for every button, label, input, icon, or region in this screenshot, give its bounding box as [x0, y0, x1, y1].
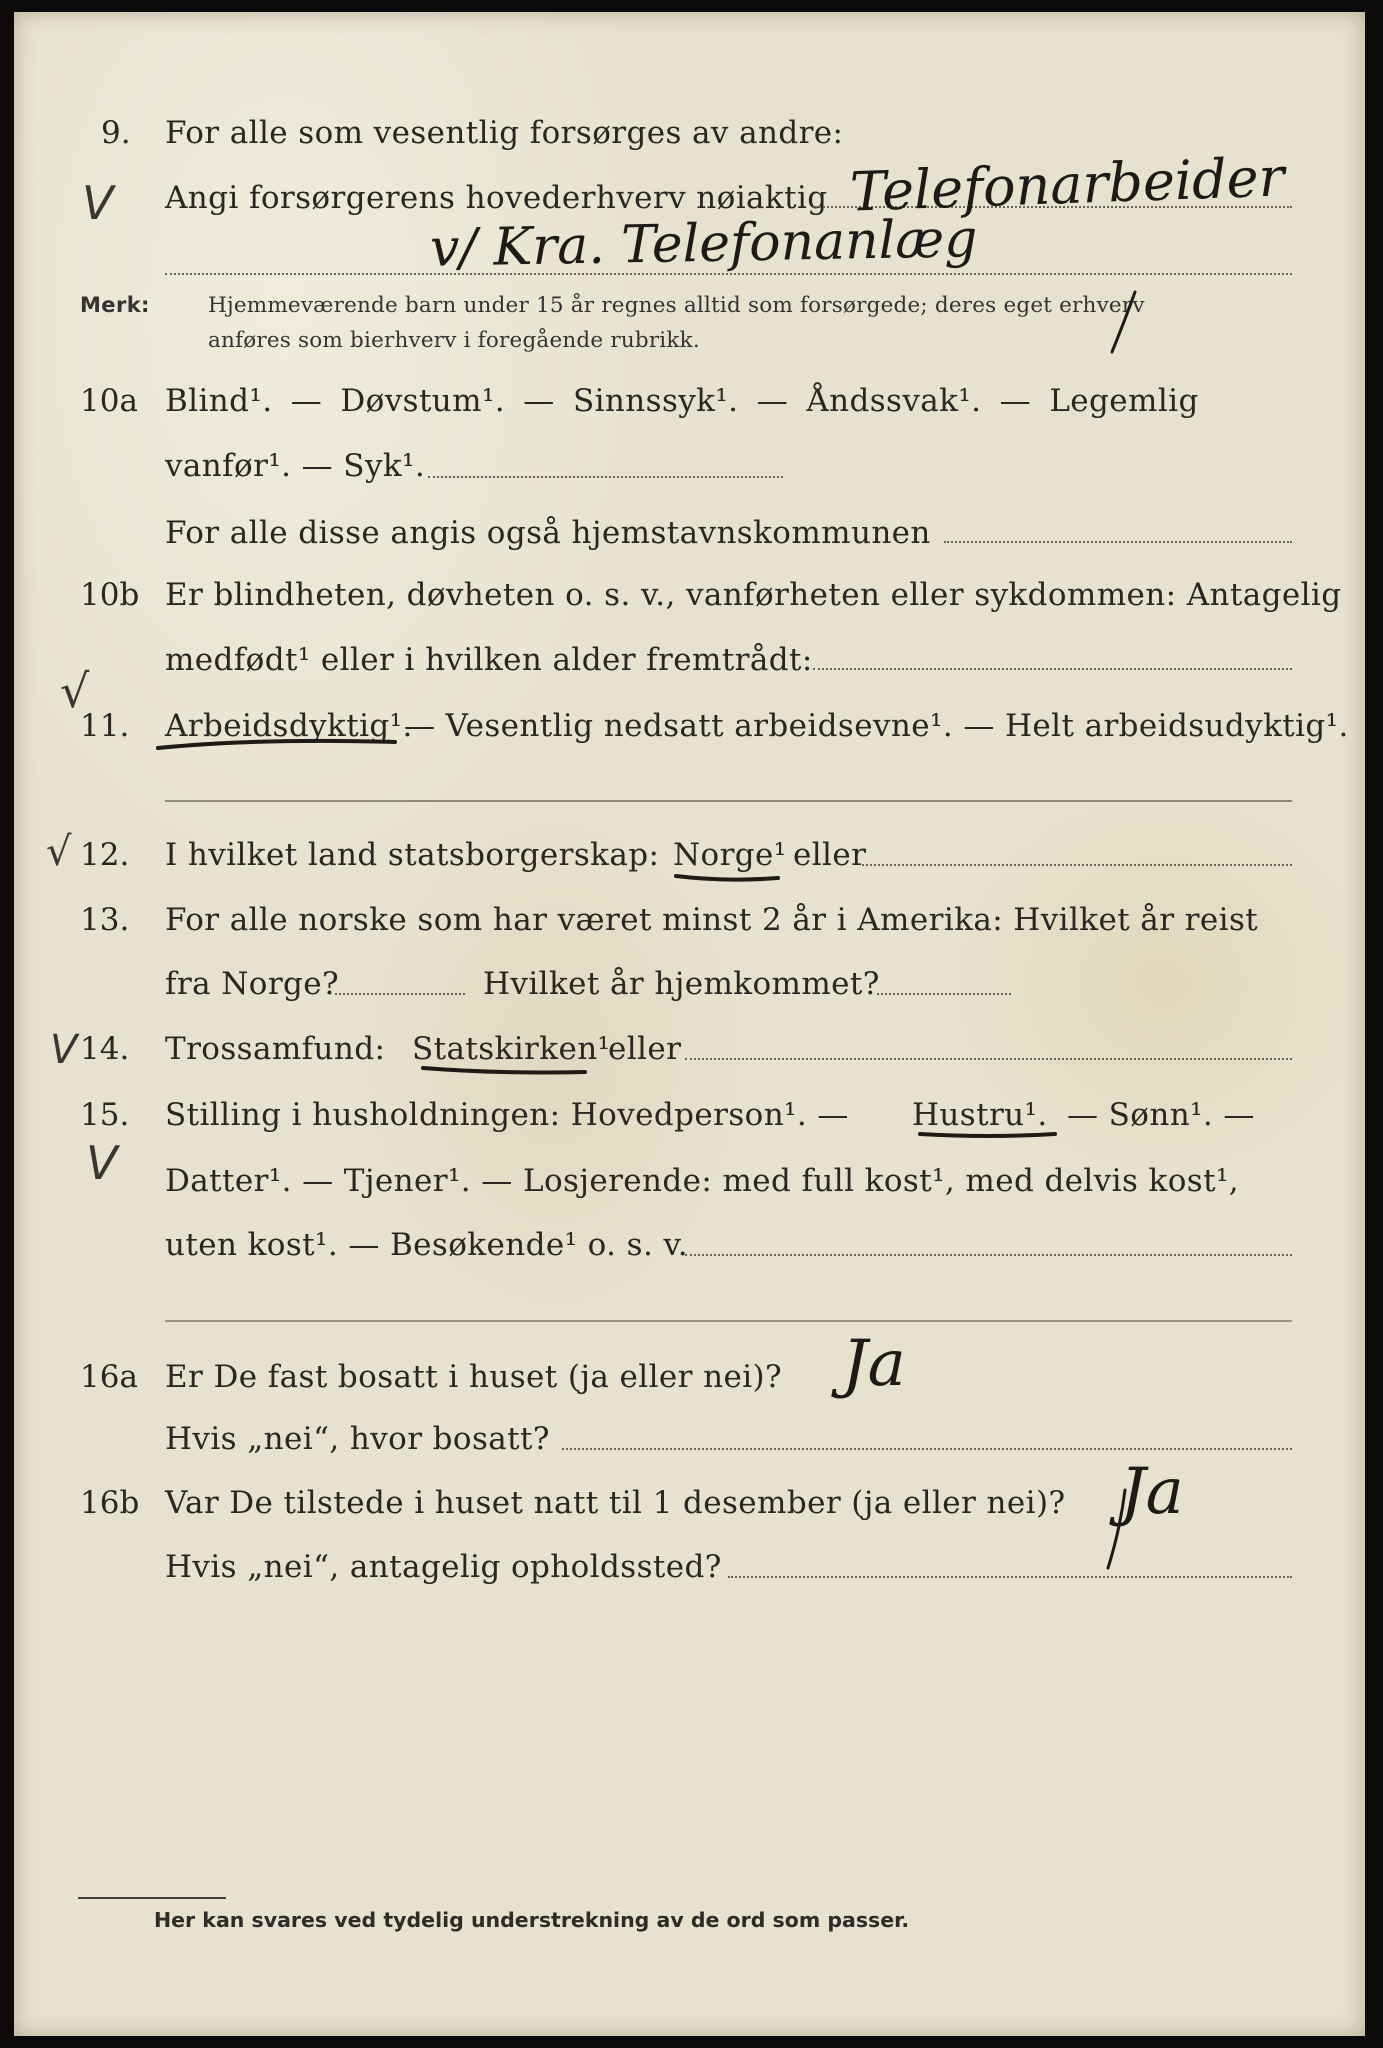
q16a-handwritten-answer: Ja [842, 1327, 906, 1401]
q16a-number: 16a [80, 1359, 138, 1395]
q9-line1: For alle som vesentlig forsørges av andre: [165, 115, 844, 151]
check-mark-q9: V [82, 176, 114, 230]
merk-line1: Hjemmeværende barn under 15 år regnes alltid som forsørgede; deres eget erhverv [208, 293, 1145, 318]
q15-line3: uten kost¹. — Besøkende¹ o. s. v. [165, 1227, 688, 1263]
q10b-line1: Er blindheten, døvheten o. s. v., vanførheten eller sykdommen: Antagelig [165, 577, 1342, 613]
q9-line2: Angi forsørgerens hovederhverv nøiaktig [165, 180, 828, 216]
q11-rest: — Vesentlig nedsatt arbeidsevne¹. — Helt arbeidsudyktig¹. [404, 708, 1349, 744]
q13-number: 13. [80, 902, 130, 938]
q13-hjemkommet-line [877, 993, 1011, 995]
q10a-number: 10a [80, 383, 138, 419]
q15-line1a: Stilling i husholdningen: Hovedperson¹. — [165, 1097, 849, 1133]
q11-rule [165, 800, 1292, 802]
q13-reist-line [335, 993, 465, 995]
q16b-handwritten-answer: Ja [1120, 1455, 1184, 1529]
q10a-answer-line [428, 476, 783, 478]
q15-line2: Datter¹. — Tjener¹. — Losjerende: med full kost¹, med delvis kost¹, [165, 1163, 1240, 1199]
q9-handwritten-answer1: Telefonarbeider [849, 145, 1286, 224]
q12-number: 12. [80, 837, 130, 873]
q12-answer-line [862, 864, 1292, 866]
footnote-rule [78, 1897, 226, 1899]
q12-option-norge: Norge¹ [673, 837, 787, 873]
q16a-line2: Hvis „nei“, hvor bosatt? [165, 1421, 550, 1457]
q16a-answer-line [562, 1448, 1292, 1450]
q14-suffix: eller [608, 1031, 682, 1067]
q9-number: 9. [101, 115, 131, 151]
q10b-number: 10b [80, 577, 140, 613]
q9-handwritten-answer2: v/ Kra. Telefonanlæg [429, 209, 978, 279]
check-mark-q15: V [86, 1136, 118, 1190]
q13-line1: For alle norske som har været minst 2 år i Amerika: Hvilket år reist [165, 902, 1259, 938]
merk-line2: anføres som bierhverv i foregående rubrikk. [208, 328, 700, 353]
q11-number: 11. [80, 708, 130, 744]
q12-suffix: eller [793, 837, 867, 873]
q14-number: 14. [80, 1031, 130, 1067]
q15-line1c: — Sønn¹. — [1067, 1097, 1255, 1133]
q16b-number: 16b [80, 1485, 140, 1521]
q10b-line2: medfødt¹ eller i hvilken alder fremtrådt: [165, 642, 813, 678]
q15-answer-line [685, 1254, 1292, 1256]
merk-label: Merk: [80, 293, 150, 317]
check-mark-q11: √ [60, 664, 90, 718]
q13-line2b: Hvilket år hjemkommet? [483, 966, 880, 1002]
q14-prefix: Trossamfund: [165, 1031, 386, 1067]
q16a-line1: Er De fast bosatt i huset (ja eller nei)? [165, 1359, 783, 1395]
footnote: Her kan svares ved tydelig understrekning av de ord som passer. [154, 1908, 910, 1932]
check-mark-q12: √ [46, 829, 72, 875]
q10a-hjemstavn-line [944, 541, 1292, 543]
q10a-line2: vanfør¹. — Syk¹. [165, 448, 426, 484]
q15-rule [165, 1320, 1292, 1322]
q11-option-arbeidsdyktig: Arbeidsdyktig¹. [165, 708, 413, 744]
q14-option-statskirken: Statskirken¹ [412, 1031, 611, 1067]
q15-option-hustru: Hustru¹. [912, 1097, 1048, 1133]
q16b-line2: Hvis „nei“, antagelig opholdssted? [165, 1549, 722, 1585]
q10a-line1: Blind¹. — Døvstum¹. — Sinnssyk¹. — Åndssvak¹. — Legemlig [165, 383, 1199, 419]
q16b-line1: Var De tilstede i huset natt til 1 desember (ja eller nei)? [165, 1485, 1066, 1521]
q13-line2a: fra Norge? [165, 966, 340, 1002]
q10a-line3: For alle disse angis også hjemstavnskommunen [165, 515, 931, 551]
check-mark-q14: V [50, 1027, 78, 1073]
q14-answer-line [685, 1058, 1292, 1060]
q16b-answer-line [728, 1576, 1292, 1578]
q15-number: 15. [80, 1097, 130, 1133]
q12-prefix: I hvilket land statsborgerskap: [165, 837, 660, 873]
q10b-answer-line [813, 668, 1292, 670]
